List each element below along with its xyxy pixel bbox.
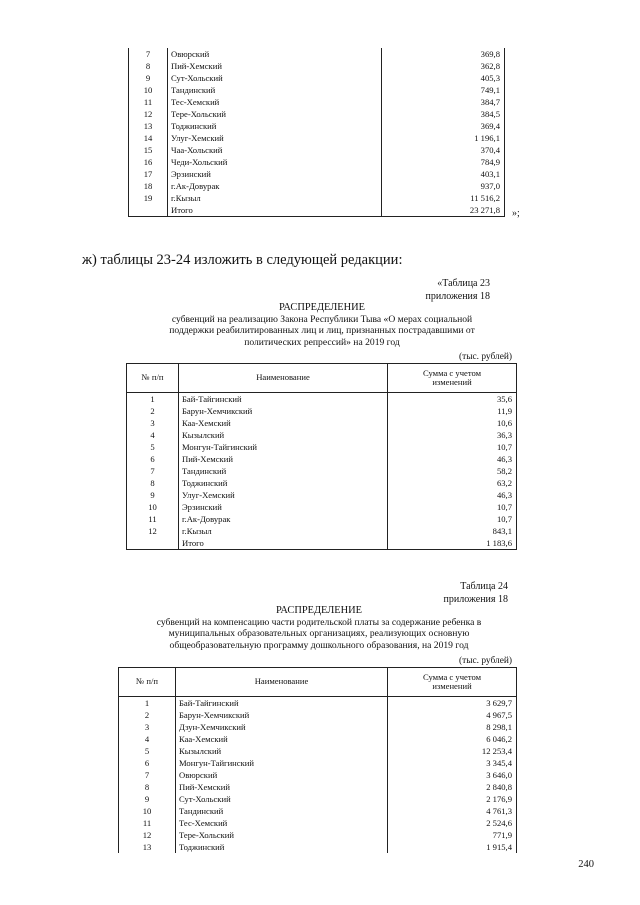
table23-col-name: Наименование — [179, 364, 388, 393]
row-value: 405,3 — [382, 72, 505, 84]
table-row — [127, 513, 517, 525]
page-number: 240 — [578, 859, 594, 870]
row-value: 11,9 — [388, 405, 517, 417]
table-row — [119, 769, 517, 781]
table24-reference — [444, 580, 508, 606]
row-name: Пий-Хемский — [179, 453, 388, 465]
table-row — [127, 477, 517, 489]
row-name: Тандинский — [176, 805, 388, 817]
table-row — [119, 793, 517, 805]
table23 — [126, 363, 517, 550]
table-row — [119, 781, 517, 793]
table-row — [127, 405, 517, 417]
row-value: 1 183,6 — [388, 537, 517, 550]
table23-col-sum — [388, 364, 517, 393]
row-name: Тере-Хольский — [176, 829, 388, 841]
row-number: 12 — [119, 829, 176, 841]
table-row — [127, 489, 517, 501]
row-value: 369,8 — [382, 48, 505, 60]
table-row — [127, 441, 517, 453]
row-value: 384,7 — [382, 96, 505, 108]
row-number: 10 — [127, 501, 179, 513]
row-number: 6 — [127, 453, 179, 465]
table-row — [129, 84, 505, 96]
row-value: 4 967,5 — [388, 709, 517, 721]
table-row — [129, 120, 505, 132]
table24-heading: РАСПРЕДЕЛЕНИЕ — [275, 605, 363, 616]
table24-subtitle-1: субвенций на компенсацию части родительской платы за содержание ребенка в — [156, 616, 482, 628]
row-value: 370,4 — [382, 144, 505, 156]
table24 — [118, 667, 517, 853]
row-name: г.Кызыл — [179, 525, 388, 537]
row-value: 23 271,8 — [382, 204, 505, 217]
previous-table-closing: »; — [512, 208, 520, 219]
table24-title-block — [110, 605, 528, 651]
row-value: 771,9 — [388, 829, 517, 841]
row-value: 35,6 — [388, 393, 517, 406]
row-value: 58,2 — [388, 465, 517, 477]
row-value: 2 840,8 — [388, 781, 517, 793]
table24-subtitle-2: муниципальных образовательных организациях, реализующих основную — [168, 628, 470, 639]
row-number: 11 — [119, 817, 176, 829]
row-value: 36,3 — [388, 429, 517, 441]
row-number: 3 — [119, 721, 176, 733]
table-row — [119, 709, 517, 721]
row-name: Тоджинский — [179, 477, 388, 489]
row-number: 19 — [129, 192, 168, 204]
table-row — [129, 192, 505, 204]
row-value: 1 196,1 — [382, 132, 505, 144]
row-value: 937,0 — [382, 180, 505, 192]
row-number: 10 — [119, 805, 176, 817]
row-name: г.Ак-Довурак — [168, 180, 382, 192]
table23-subtitle-3: политических репрессий» на 2019 год — [244, 336, 400, 348]
table-row — [127, 429, 517, 441]
row-number: 17 — [129, 168, 168, 180]
row-value: 2 524,6 — [388, 817, 517, 829]
row-number: 3 — [127, 417, 179, 429]
table23-body — [127, 393, 517, 550]
row-name: Улуг-Хемский — [168, 132, 382, 144]
table-row — [129, 96, 505, 108]
row-number: 1 — [119, 697, 176, 710]
row-name: Каа-Хемский — [176, 733, 388, 745]
row-name: Итого — [179, 537, 388, 550]
row-name: Тоджинский — [176, 841, 388, 853]
row-value: 63,2 — [388, 477, 517, 489]
table-row — [129, 156, 505, 168]
row-number: 5 — [127, 441, 179, 453]
row-number — [127, 537, 179, 550]
row-name: Чаа-Хольский — [168, 144, 382, 156]
table23-col-num: № п/п — [127, 364, 179, 393]
table-row — [127, 453, 517, 465]
table-row — [127, 465, 517, 477]
table-row — [129, 180, 505, 192]
table24-col-name: Наименование — [176, 668, 388, 697]
table23-col-sum-line1: Сумма с учетом — [422, 367, 482, 378]
row-name: Тандинский — [179, 465, 388, 477]
row-number: 12 — [127, 525, 179, 537]
instruction-text: ж) таблицы 23-24 изложить в следующей редакции: — [82, 252, 403, 268]
row-number: 11 — [129, 96, 168, 108]
table23-ref-line2: приложения 18 — [425, 291, 490, 302]
row-name: Овюрский — [168, 48, 382, 60]
row-name: Монгун-Тайгинский — [179, 441, 388, 453]
row-name: Дзун-Хемчикский — [176, 721, 388, 733]
row-name: Тоджинский — [168, 120, 382, 132]
table23-units: (тыс. рублей) — [458, 352, 512, 362]
row-value: 843,1 — [388, 525, 517, 537]
row-name: Кызылский — [179, 429, 388, 441]
row-value: 2 176,9 — [388, 793, 517, 805]
row-number: 7 — [127, 465, 179, 477]
table-row — [119, 697, 517, 710]
row-number: 15 — [129, 144, 168, 156]
table-row — [119, 841, 517, 853]
row-value: 4 761,3 — [388, 805, 517, 817]
row-name: Итого — [168, 204, 382, 217]
row-value: 11 516,2 — [382, 192, 505, 204]
row-name: Монгун-Тайгинский — [176, 757, 388, 769]
table-row — [127, 525, 517, 537]
row-name: Тес-Хемский — [176, 817, 388, 829]
table23-col-sum-line2: изменений — [432, 377, 472, 387]
row-number: 12 — [129, 108, 168, 120]
table24-col-sum-line2: изменений — [432, 681, 472, 691]
table-row — [129, 144, 505, 156]
row-name: Сут-Хольский — [168, 72, 382, 84]
row-number: 8 — [127, 477, 179, 489]
row-number: 4 — [127, 429, 179, 441]
table24-units: (тыс. рублей) — [458, 656, 512, 666]
row-number: 7 — [119, 769, 176, 781]
row-name: Улуг-Хемский — [179, 489, 388, 501]
table24-col-sum — [388, 668, 517, 697]
row-value: 46,3 — [388, 453, 517, 465]
row-name: Эрзинский — [179, 501, 388, 513]
row-value: 12 253,4 — [388, 745, 517, 757]
row-name: Барун-Хемчикский — [179, 405, 388, 417]
row-number: 4 — [119, 733, 176, 745]
table24-ref-line2: приложения 18 — [443, 594, 508, 605]
table-row — [127, 417, 517, 429]
table24-col-num: № п/п — [119, 668, 176, 697]
row-number: 6 — [119, 757, 176, 769]
row-name: г.Ак-Довурак — [179, 513, 388, 525]
table-row — [119, 817, 517, 829]
row-value: 10,7 — [388, 513, 517, 525]
row-number — [129, 204, 168, 217]
row-number: 18 — [129, 180, 168, 192]
row-number: 2 — [119, 709, 176, 721]
row-value: 10,7 — [388, 501, 517, 513]
table-row — [127, 393, 517, 406]
row-name: Бай-Тайгинский — [176, 697, 388, 710]
row-name: Овюрский — [176, 769, 388, 781]
table-row — [119, 829, 517, 841]
row-value: 8 298,1 — [388, 721, 517, 733]
table-row — [119, 733, 517, 745]
row-value: 3 646,0 — [388, 769, 517, 781]
row-value: 749,1 — [382, 84, 505, 96]
table23-ref-line1: «Таблица 23 — [437, 278, 490, 289]
row-name: Барун-Хемчикский — [176, 709, 388, 721]
table-row — [129, 48, 505, 60]
row-value: 10,7 — [388, 441, 517, 453]
table24-ref-line1: Таблица 24 — [460, 581, 508, 592]
row-name: Тандинский — [168, 84, 382, 96]
row-number: 9 — [119, 793, 176, 805]
row-value: 3 345,4 — [388, 757, 517, 769]
table23-subtitle-2: поддержки реабилитированных лиц и лиц, признанных пострадавшими от — [169, 325, 475, 336]
table-row — [129, 60, 505, 72]
table23-reference — [426, 277, 490, 303]
table-row — [119, 805, 517, 817]
table24-subtitle-3: общеобразовательную программу дошкольного образования, на 2019 год — [169, 639, 469, 651]
table-row — [119, 721, 517, 733]
table-row — [129, 204, 505, 217]
row-name: Каа-Хемский — [179, 417, 388, 429]
table-row — [129, 132, 505, 144]
row-name: Эрзинский — [168, 168, 382, 180]
row-name: Пий-Хемский — [168, 60, 382, 72]
row-name: Сут-Хольский — [176, 793, 388, 805]
table-row — [127, 537, 517, 550]
row-number: 14 — [129, 132, 168, 144]
row-number: 11 — [127, 513, 179, 525]
row-value: 784,9 — [382, 156, 505, 168]
row-number: 13 — [129, 120, 168, 132]
row-name: г.Кызыл — [168, 192, 382, 204]
row-value: 403,1 — [382, 168, 505, 180]
table24-body — [119, 697, 517, 854]
row-name: Тес-Хемский — [168, 96, 382, 108]
row-number: 9 — [129, 72, 168, 84]
row-name: Кызылский — [176, 745, 388, 757]
table23-subtitle-1: субвенций на реализацию Закона Республики Тыва «О мерах социальной — [171, 313, 473, 325]
row-name: Пий-Хемский — [176, 781, 388, 793]
previous-table-body — [129, 48, 505, 217]
row-number: 10 — [129, 84, 168, 96]
row-value: 369,4 — [382, 120, 505, 132]
row-name: Чеди-Хольский — [168, 156, 382, 168]
row-value: 362,8 — [382, 60, 505, 72]
row-number: 2 — [127, 405, 179, 417]
table-row — [129, 108, 505, 120]
row-number: 8 — [119, 781, 176, 793]
table-row — [129, 72, 505, 84]
table-row — [119, 745, 517, 757]
row-number: 1 — [127, 393, 179, 406]
row-number: 9 — [127, 489, 179, 501]
row-number: 13 — [119, 841, 176, 853]
table-row — [127, 501, 517, 513]
row-number: 7 — [129, 48, 168, 60]
row-value: 46,3 — [388, 489, 517, 501]
row-value: 3 629,7 — [388, 697, 517, 710]
table23-heading: РАСПРЕДЕЛЕНИЕ — [278, 302, 366, 313]
table23-title-block — [130, 302, 514, 348]
row-name: Тере-Хольский — [168, 108, 382, 120]
row-number: 8 — [129, 60, 168, 72]
row-value: 384,5 — [382, 108, 505, 120]
previous-table — [128, 48, 505, 217]
row-name: Бай-Тайгинский — [179, 393, 388, 406]
row-number: 16 — [129, 156, 168, 168]
row-value: 1 915,4 — [388, 841, 517, 853]
table24-col-sum-line1: Сумма с учетом — [422, 671, 482, 682]
table-row — [119, 757, 517, 769]
table-row — [129, 168, 505, 180]
row-value: 6 046,2 — [388, 733, 517, 745]
row-number: 5 — [119, 745, 176, 757]
row-value: 10,6 — [388, 417, 517, 429]
